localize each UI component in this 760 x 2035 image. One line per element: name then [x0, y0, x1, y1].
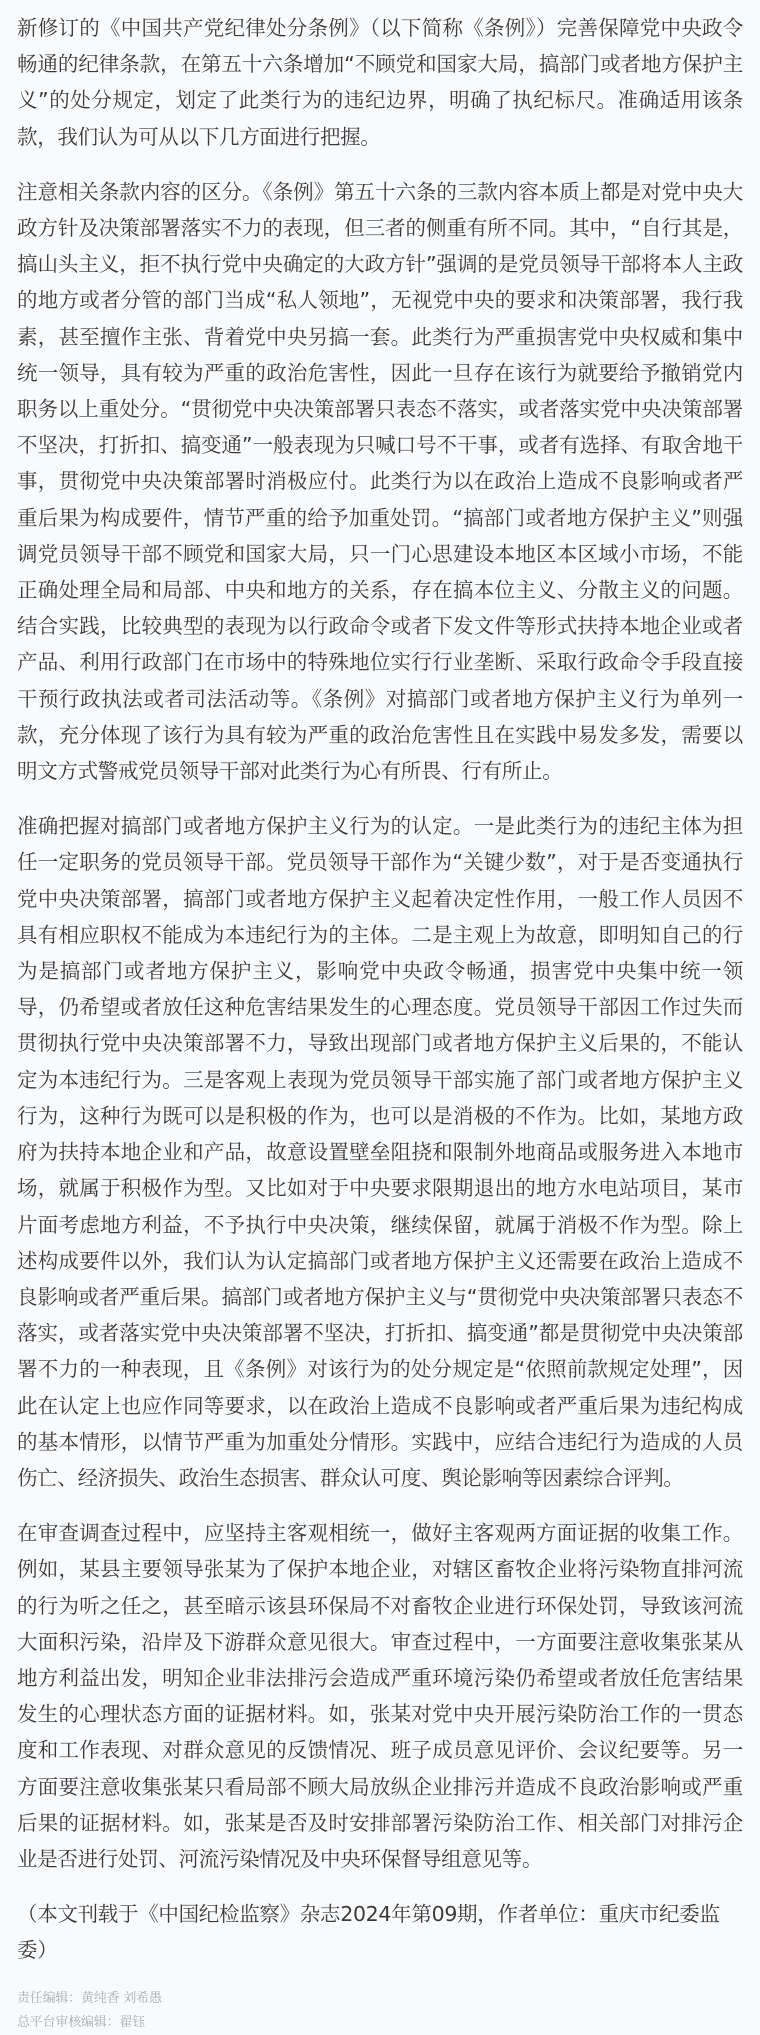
editor-credits: [17, 1987, 743, 2035]
platform-reviewer-separator: ：: [106, 2014, 120, 2030]
paragraph-clause-distinction: 注意相关条款内容的区分。《条例》第五十六条的三款内容本质上都是对党中央大政方针及决策部署落实不力的表现，但三者的侧重有所不同。其中，“自行其是，搞山头主义，拒不执行党中央确定的大政方针”强调的是党员领导干部将本人主政的地方或者分管的部门当成“私人领地”，无视党中央的要求和决策部署，我行我素，甚至擅作主张、背着党中央另搞一套。此类行为严重损害党中央权威和集中统一领导，具有较为严重的政治危害性，因此一旦存在该行为就要给予撤销党内职务以上重处分。“贯彻党中央决策部署只表态不落实，或者落实党中央决策部署不坚决，打折扣、搞变通”一般表现为只喊口号不干事，或者有选择、有取舍地干事，贯彻党中央决策部署时消极应付。此类行为以在政治上造成不良影响或者严重后果为构成要件，情节严重的给予加重处罚。“搞部门或者地方保护主义”则强调党员领导干部不顾党和国家大局，只一门心思建设本地区本区域小市场，不能正确处理全局和局部、中央和地方的关系，存在搞本位主义、分散主义的问题。结合实践，比较典型的表现为以行政命令或者下发文件等形式扶持本地企业或者产品、利用行政部门在市场中的特殊地位实行行业垄断、采取行政命令手段直接干预行政执法或者司法活动等。《条例》对搞部门或者地方保护主义行为单列一款，充分体现了该行为具有较为严重的政治危害性且在实践中易发多发，需要以明文方式警戒党员领导干部对此类行为心有所畏、行有所止。: [17, 179, 743, 784]
responsible-editor-label: 责任编辑: [17, 1990, 69, 2006]
platform-reviewer-label: 总平台审核编辑: [17, 2014, 107, 2030]
responsible-editor-names: 黄纯香 刘希愚: [81, 1990, 162, 2006]
platform-reviewer-name: 翟钰: [119, 2014, 146, 2030]
responsible-editor-line: [17, 1987, 743, 2011]
paragraph-behavior-determination: 准确把握对搞部门或者地方保护主义行为的认定。一是此类行为的违纪主体为担任一定职务的党员领导干部。党员领导干部作为“关键少数”，对于是否变通执行党中央决策部署，搞部门或者地方保护主义起着决定性作用，一般工作人员因不具有相应职权不能成为本违纪行为的主体。二是主观上为故意，即明知自己的行为是搞部门或者地方保护主义，影响党中央政令畅通，损害党中央集中统一领导，仍希望或者放任这种危害结果发生的心理态度。党员领导干部因工作过失而贯彻执行党中央决策部署不力，导致出现部门或者地方保护主义后果的，不能认定为本违纪行为。三是客观上表现为党员领导干部实施了部门或者地方保护主义行为，这种行为既可以是积极的作为，也可以是消极的不作为。比如，某地方政府为扶持本地企业和产品，故意设置壁垒阻挠和限制外地商品或服务进入本地市场，就属于积极作为型。又比如对于中央要求限期退出的地方水电站项目，某市片面考虑地方利益，不予执行中央决策，继续保留，就属于消极不作为型。除上述构成要件以外，我们认为认定搞部门或者地方保护主义还需要在政治上造成不良影响或者严重后果。搞部门或者地方保护主义与“贯彻党中央决策部署只表态不落实，或者落实党中央决策部署不坚决，打折扣、搞变通”都是贯彻党中央决策部署不力的一种表现，且《条例》对该行为的处分规定是“依照前款规定处理”，因此在认定上也应作同等要求，以在政治上造成不良影响或者严重后果为违纪构成的基本情形，以情节严重为加重处分情形。实践中，应结合违纪行为造成的人员伤亡、经济损失、政治生态损害、群众认可度、舆论影响等因素综合评判。: [17, 814, 743, 1490]
paragraph-intro: 新修订的《中国共产党纪律处分条例》（以下简称《条例》）完善保障党中央政令畅通的纪律条款，在第五十六条增加“不顾党和国家大局，搞部门或者地方保护主义”的处分规定，划定了此类行为的违纪边界，明确了执纪标尺。准确适用该条款，我们认为可从以下几方面进行把握。: [17, 16, 743, 149]
platform-reviewer-line: [17, 2011, 743, 2035]
article-body: [17, 10, 743, 2035]
paragraph-evidence-collection: 在审查调查过程中，应坚持主客观相统一，做好主客观两方面证据的收集工作。例如，某县主要领导张某为了保护本地企业，对辖区畜牧企业将污染物直排河流的行为听之任之，甚至暗示该县环保局不对畜牧企业进行环保处罚，导致该河流大面积污染，沿岸及下游群众意见很大。审查过程中，一方面要注意收集张某从地方利益出发，明知企业非法排污会造成严重环境污染仍希望或者放任危害结果发生的心理状态方面的证据材料。如，张某对党中央开展污染防治工作的一贯态度和工作表现、对群众意见的反馈情况、班子成员意见评价、会议纪要等。另一方面要注意收集张某只看局部不顾大局放纵企业排污并造成不良政治影响或严重后果的证据材料。如，张某是否及时安排部署污染防治工作、相关部门对排污企业是否进行处罚、河流污染情况及中央环保督导组意见等。: [17, 1521, 743, 1871]
responsible-editor-separator: ：: [68, 1990, 82, 2006]
source-note: （本文刊载于《中国纪检监察》杂志2024年第09期，作者单位：重庆市纪委监委）: [17, 1902, 720, 1963]
